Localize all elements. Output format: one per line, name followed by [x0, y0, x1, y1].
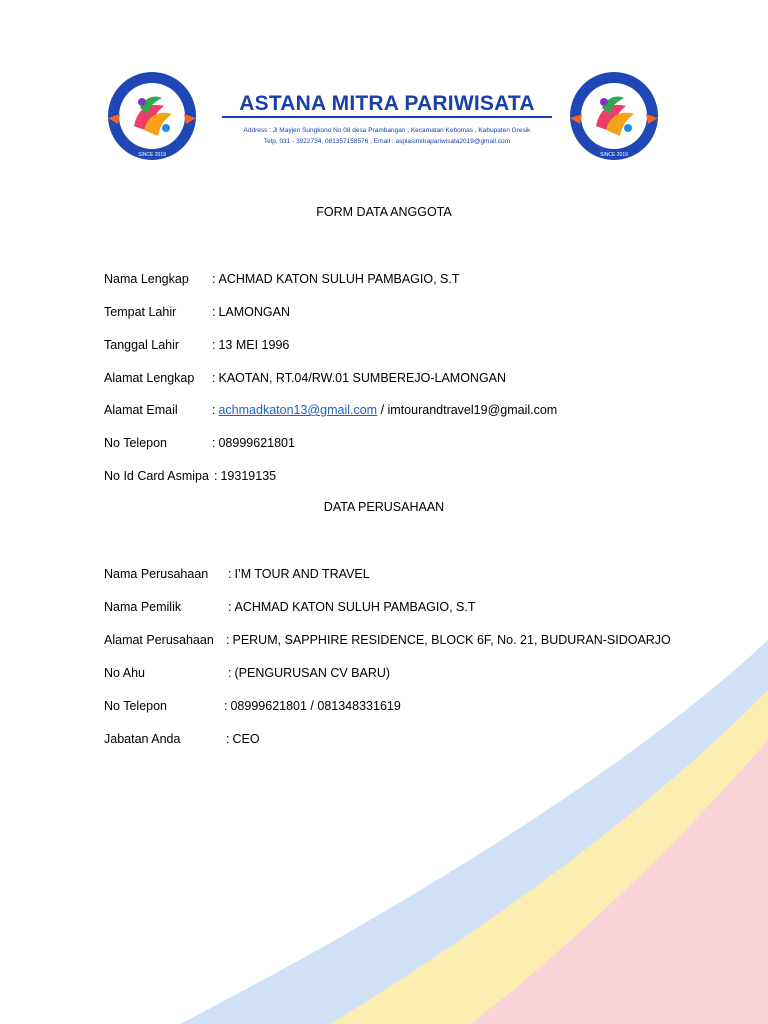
field-label: Tempat Lahir [104, 305, 177, 319]
organization-contact: Telp. 031 - 3922734, 081357158576 , Email : aspiasimitrapariwisata2019@gmail.com [263, 138, 511, 145]
field-value: : ACHMAD KATON SULUH PAMBAGIO, S.T [228, 600, 476, 614]
field-value: : 19319135 [214, 469, 277, 483]
field-value: : KAOTAN, RT.04/RW.01 SUMBEREJO-LAMONGAN [212, 371, 507, 385]
field-label: No Ahu [104, 666, 146, 680]
field-label: No Telepon [104, 699, 168, 713]
field-value: : ACHMAD KATON SULUH PAMBAGIO, S.T [212, 272, 460, 286]
field-label: Tanggal Lahir [104, 338, 180, 352]
field-label: No Id Card Asmipa [104, 469, 209, 483]
field-label: Nama Perusahaan [104, 567, 209, 581]
field-value: : 08999621801 [212, 436, 295, 450]
email-link[interactable]: achmadkaton13@gmail.com [218, 403, 378, 417]
svg-text:SINCE 2019: SINCE 2019 [600, 152, 628, 158]
field-value: : achmadkaton13@gmail.com / imtourandtravel19@gmail.com [212, 403, 558, 417]
field-label: Nama Pemilik [104, 600, 182, 614]
field-value: : (PENGURUSAN CV BARU) [228, 666, 391, 680]
field-label: Alamat Email [104, 403, 178, 417]
field-value: : CEO [226, 732, 260, 746]
form-title: FORM DATA ANGGOTA [316, 205, 452, 219]
svg-text:SINCE 2019: SINCE 2019 [138, 152, 166, 158]
field-value: : 08999621801 / 081348331619 [224, 699, 401, 713]
field-value: : I’M TOUR AND TRAVEL [228, 567, 370, 581]
organization-name: ASTANA MITRA PARIWISATA [239, 92, 535, 115]
field-label: No Telepon [104, 436, 168, 450]
company-section-title: DATA PERUSAHAAN [323, 500, 445, 514]
field-value: : 13 MEI 1996 [212, 338, 290, 352]
field-label: Alamat Perusahaan [104, 633, 214, 647]
svg-text:Astana Mitra Pariwisata: Astana Mitra Pariwisata [581, 82, 647, 113]
field-value: : PERUM, SAPPHIRE RESIDENCE, BLOCK 6F, No. 21, BUDURAN-SIDOARJO [226, 633, 671, 647]
svg-text:Astana Mitra Pariwisata: Astana Mitra Pariwisata [119, 82, 185, 113]
field-value: : LAMONGAN [212, 305, 291, 319]
field-label: Nama Lengkap [104, 272, 189, 286]
organization-address: Address : Jl Mayjen Sungkono No 08 desa Prambangan , Kecamatan Kebomas , Kabupaten Gresik [243, 127, 531, 134]
field-label: Alamat Lengkap [104, 371, 195, 385]
field-label: Jabatan Anda [104, 732, 181, 746]
